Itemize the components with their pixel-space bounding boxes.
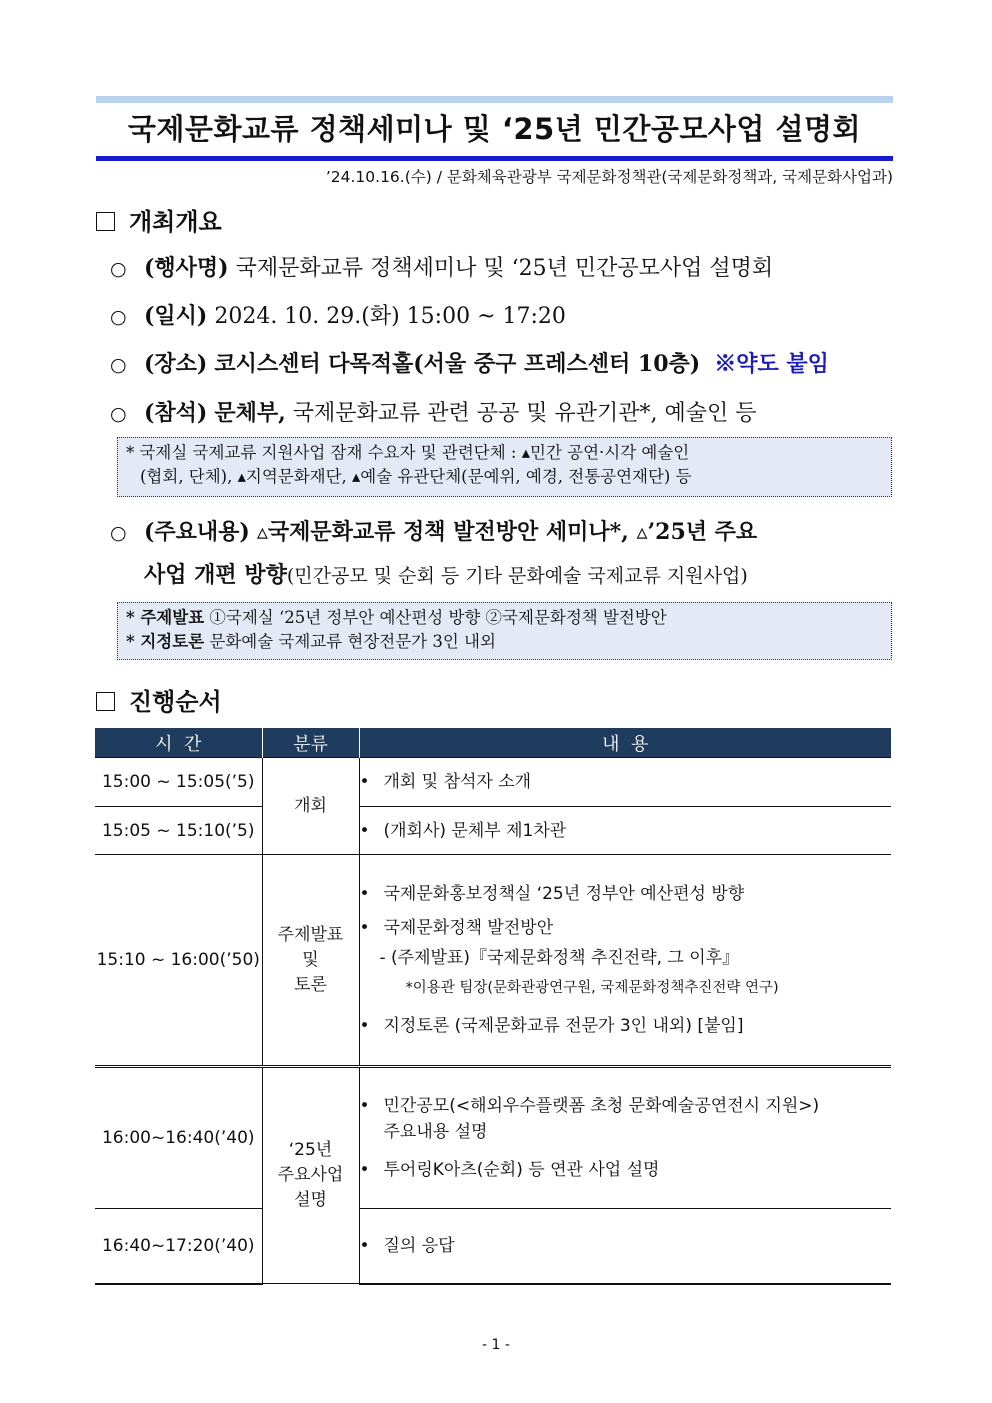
page-number: - 1 - xyxy=(482,1337,510,1353)
header-category: 분류 xyxy=(262,728,359,758)
event-label: (행사명) xyxy=(144,255,229,281)
content-text: 국제문화정책 발전방안 xyxy=(383,918,554,938)
page-title: 국제문화교류 정책세미나 및 ‘25년 민간공모사업 설명회 xyxy=(127,112,862,146)
section-heading-schedule xyxy=(96,686,222,718)
note-program xyxy=(117,602,892,660)
category-line: 주제발표 xyxy=(277,924,344,945)
category-line: ‘25년 xyxy=(288,1140,333,1160)
circle-bullet-icon: ○ xyxy=(110,306,127,328)
circle-bullet-icon: ○ xyxy=(110,403,127,425)
map-attached-note: ※약도 붙임 xyxy=(714,351,829,377)
item-main-content xyxy=(110,516,900,592)
bullet-icon: • xyxy=(359,1160,370,1180)
content-text-cont: 주요내용 설명 xyxy=(383,1122,488,1142)
note-program-bold2: * 지정토론 xyxy=(126,632,205,651)
circle-bullet-icon: ○ xyxy=(110,522,127,544)
note-attendees-line2: (협회, 단체), ▴지역문화재단, ▴예술 유관단체(문예위, 예경, 전통공연재단) 등 xyxy=(140,467,692,486)
circle-bullet-icon: ○ xyxy=(110,354,127,376)
section-overview-label: 개최개요 xyxy=(129,208,222,236)
bullet-icon: • xyxy=(359,772,370,792)
header-content: 내 용 xyxy=(359,728,891,758)
category-line: 및 xyxy=(302,949,319,970)
item-attendees xyxy=(110,397,900,430)
table-row xyxy=(95,855,891,1067)
category-cell-presentation xyxy=(262,855,359,1067)
circle-bullet-icon: ○ xyxy=(110,258,127,280)
table-row xyxy=(95,1209,891,1284)
note-attendees xyxy=(117,437,892,497)
section-schedule-label: 진행순서 xyxy=(129,688,222,716)
content-text: (개회사) 문체부 제1차관 xyxy=(383,820,567,841)
category-cell-business xyxy=(262,1067,359,1284)
category-line: 토론 xyxy=(294,974,327,995)
bullet-icon: • xyxy=(359,1235,370,1256)
item-date xyxy=(110,300,900,333)
bullet-icon: • xyxy=(359,820,370,841)
attend-label: (참석) xyxy=(144,400,208,426)
content-text: 개회 및 참석자 소개 xyxy=(383,772,532,792)
note-program-bold1: * 주제발표 xyxy=(126,608,205,627)
note-program-line2: 문화예술 국제교류 현장전문가 3인 내외 xyxy=(209,632,496,651)
time-cell: 15:05 ~ 15:10(’5) xyxy=(95,807,262,855)
content-text: 지정토론 (국제문화교류 전문가 3인 내외) [붙임] xyxy=(383,1016,744,1036)
content-cell xyxy=(359,1209,891,1284)
content-cell xyxy=(359,807,891,855)
header-time: 시 간 xyxy=(95,728,262,758)
content-text: 질의 응답 xyxy=(383,1235,455,1256)
checkbox-square-icon xyxy=(96,212,115,231)
category-line: 주요사업 xyxy=(277,1165,344,1185)
note-attendees-line1: * 국제실 국제교류 지원사업 잠재 수요자 및 관련단체 : ▴민간 공연·시각 예술인 xyxy=(126,443,690,462)
title-top-bar xyxy=(96,96,893,103)
time-cell: 16:00~16:40(’40) xyxy=(95,1067,262,1209)
category-cell-opening: 개회 xyxy=(262,758,359,855)
content-cell xyxy=(359,1067,891,1209)
content-line2-bold: 사업 개편 방향 xyxy=(144,562,287,588)
date-text: 2024. 10. 29.(화) 15:00 ~ 17:20 xyxy=(214,304,566,329)
category-line: 설명 xyxy=(294,1190,327,1210)
note-program-line1: ①국제실 ‘25년 정부안 예산편성 방향 ②국제문화정책 발전방안 xyxy=(209,608,667,627)
table-row xyxy=(95,1067,891,1209)
table-header-row xyxy=(95,728,891,758)
content-text: 투어링K아츠(순회) 등 연관 사업 설명 xyxy=(383,1160,660,1180)
content-cell xyxy=(359,855,891,1067)
content-subitem: - (주제발표)『국제문화정책 추진전략, 그 이후』 xyxy=(379,948,740,968)
table-row xyxy=(95,807,891,855)
checkbox-square-icon xyxy=(96,692,115,711)
content-label: (주요내용) xyxy=(144,519,250,545)
bullet-icon: • xyxy=(359,1016,370,1036)
date-label: (일시) xyxy=(144,303,208,329)
place-text: 코시스센터 다목적홀(서울 중구 프레스센터 10층) xyxy=(214,351,701,377)
content-line2: (민간공모 및 순회 등 기타 문화예술 국제교류 지원사업) xyxy=(286,565,748,587)
bullet-icon: • xyxy=(359,918,370,938)
item-event-name xyxy=(110,252,900,285)
date-department-line: ’24.10.16.(수) / 문화체육관광부 국제문화정책관(국제문화정책과, 국제문화사업과) xyxy=(325,168,893,186)
time-cell: 15:00 ~ 15:05(’5) xyxy=(95,758,262,807)
attend-ministry: 문체부, xyxy=(214,400,286,426)
place-label: (장소) xyxy=(144,351,208,377)
table-row xyxy=(95,758,891,807)
time-cell: 15:10 ~ 16:00(’50) xyxy=(95,855,262,1067)
bullet-icon: • xyxy=(359,884,370,904)
item-place xyxy=(110,348,900,381)
content-line1: ▵국제문화교류 정책 발전방안 세미나*, ▵’25년 주요 xyxy=(256,519,758,545)
title-bottom-bar xyxy=(96,156,893,161)
schedule-table xyxy=(95,728,891,1285)
bullet-icon: • xyxy=(359,1096,370,1116)
event-text: 국제문화교류 정책세미나 및 ‘25년 민간공모사업 설명회 xyxy=(235,256,774,281)
attend-text: 국제문화교류 관련 공공 및 유관기관*, 예술인 등 xyxy=(292,401,757,426)
time-cell: 16:40~17:20(’40) xyxy=(95,1209,262,1284)
content-text: 국제문화홍보정책실 ‘25년 정부안 예산편성 방향 xyxy=(383,884,745,904)
content-footnote: *이용관 팀장(문화관광연구원, 국제문화정책추진전략 연구) xyxy=(405,980,779,996)
section-heading-overview xyxy=(96,206,222,238)
content-cell xyxy=(359,758,891,807)
content-text: 민간공모(<해외우수플랫폼 초청 문화예술공연전시 지원>) xyxy=(383,1096,820,1116)
